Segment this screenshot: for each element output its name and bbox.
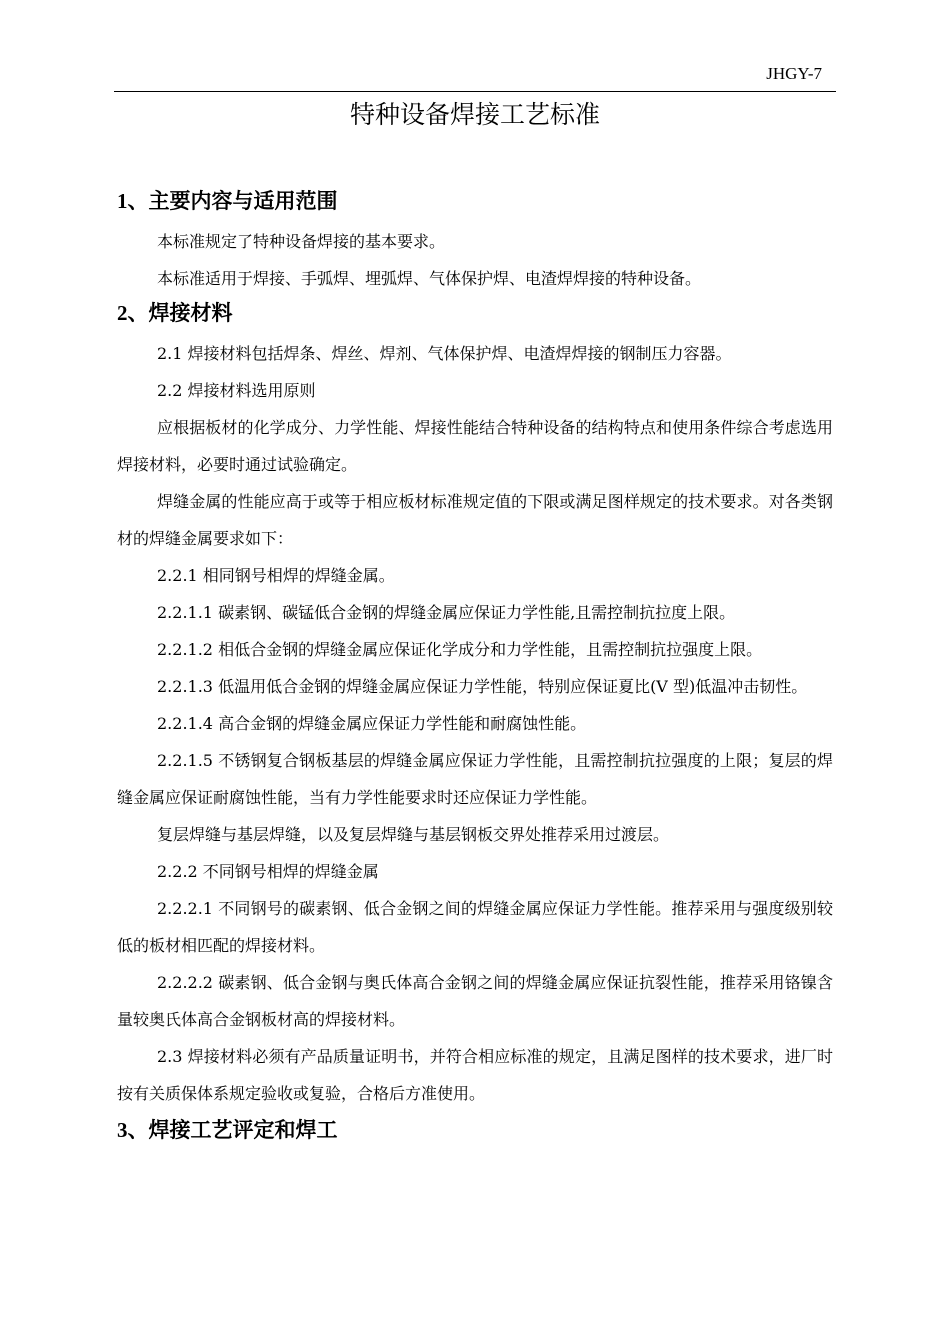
paragraph: 2.2.2.1 不同钢号的碳素钢、低合金钢之间的焊缝金属应保证力学性能。推荐采用与强度级别较低的板材相匹配的焊接材料。 <box>117 899 833 955</box>
section-number: 2 <box>117 301 128 325</box>
paragraph: 2.1 焊接材料包括焊条、焊丝、焊剂、气体保护焊、电渣焊焊接的钢制压力容器。 <box>157 344 732 363</box>
section-number: 3 <box>117 1118 128 1142</box>
paragraph: 2.2 焊接材料选用原则 <box>157 381 316 400</box>
paragraph: 2.2.2.2 碳素钢、低合金钢与奥氏体高合金钢之间的焊缝金属应保证抗裂性能，推荐采用铬镍含量较奥氏体高合金钢板材高的焊接材料。 <box>117 973 833 1029</box>
paragraph: 2.2.2 不同钢号相焊的焊缝金属 <box>157 862 379 881</box>
paragraph: 2.2.1.1 碳素钢、碳锰低合金钢的焊缝金属应保证力学性能,且需控制抗拉度上限。 <box>157 603 736 622</box>
paragraph: 应根据板材的化学成分、力学性能、焊接性能结合特种设备的结构特点和使用条件综合考虑选用焊接材料，必要时通过试验确定。 <box>117 418 833 474</box>
section-heading-3 <box>117 1114 833 1146</box>
section-title: 、主要内容与适用范围 <box>127 188 338 213</box>
paragraph: 2.2.1 相同钢号相焊的焊缝金属。 <box>157 566 395 585</box>
section-number: 1 <box>117 189 128 213</box>
paragraph: 2.2.1.4 高合金钢的焊缝金属应保证力学性能和耐腐蚀性能。 <box>157 714 587 733</box>
paragraph: 2.3 焊接材料必须有产品质量证明书，并符合相应标准的规定，且满足图样的技术要求，进厂时按有关质保体系规定验收或复验，合格后方准使用。 <box>117 1047 833 1103</box>
paragraph: 本标准适用于焊接、手弧焊、埋弧焊、气体保护焊、电渣焊焊接的特种设备。 <box>157 269 702 288</box>
paragraph: 2.2.1.2 相低合金钢的焊缝金属应保证化学成分和力学性能，且需控制抗拉强度上限。 <box>157 640 763 659</box>
section-title: 、焊接工艺评定和焊工 <box>127 1117 338 1142</box>
section-title: 、焊接材料 <box>127 300 233 325</box>
paragraph: 2.2.1.3 低温用低合金钢的焊缝金属应保证力学性能，特别应保证夏比(V 型)低温冲击韧性。 <box>157 677 808 696</box>
section-heading-1 <box>117 185 833 217</box>
paragraph: 焊缝金属的性能应高于或等于相应板材标准规定值的下限或满足图样规定的技术要求。对各类钢材的焊缝金属要求如下： <box>117 492 833 548</box>
document-code: JHGY-7 <box>766 64 822 83</box>
paragraph: 2.2.1.5 不锈钢复合钢板基层的焊缝金属应保证力学性能，且需控制抗拉强度的上限；复层的焊缝金属应保证耐腐蚀性能，当有力学性能要求时还应保证力学性能。 <box>117 751 833 807</box>
header-rule <box>114 91 836 92</box>
section-heading-2 <box>117 297 833 329</box>
document-body <box>117 185 833 1146</box>
paragraph: 复层焊缝与基层焊缝，以及复层焊缝与基层钢板交界处推荐采用过渡层。 <box>157 825 670 844</box>
paragraph: 本标准规定了特种设备焊接的基本要求。 <box>157 232 446 251</box>
page-title: 特种设备焊接工艺标准 <box>349 100 600 129</box>
